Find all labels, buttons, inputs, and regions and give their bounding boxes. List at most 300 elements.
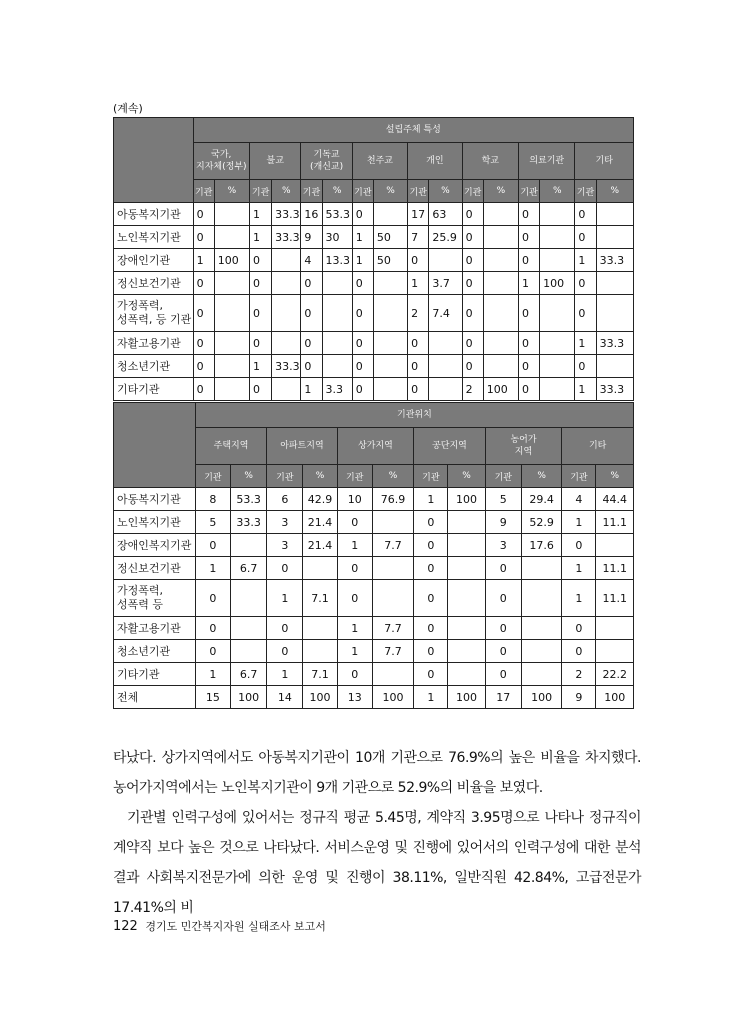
table-cell: 0 xyxy=(301,355,322,378)
table-cell xyxy=(596,226,633,249)
table-cell xyxy=(214,355,249,378)
table-cell: 29.4 xyxy=(521,488,561,511)
table-cell: 6 xyxy=(267,488,303,511)
subheader-count: 기관 xyxy=(575,180,596,203)
table-cell xyxy=(483,203,518,226)
table-cell: 0 xyxy=(267,557,303,580)
table-cell: 9 xyxy=(301,226,322,249)
column-header: 기독교 (개신교) xyxy=(301,143,352,180)
table-cell: 0 xyxy=(408,378,429,401)
subheader-percent: % xyxy=(214,180,249,203)
table-cell xyxy=(596,355,633,378)
table-cell: 0 xyxy=(195,534,230,557)
table-cell: 1 xyxy=(337,640,372,663)
subheader-percent: % xyxy=(596,465,634,488)
table-cell: 1 xyxy=(519,272,540,295)
subheader-count: 기관 xyxy=(250,180,272,203)
table-cell: 0 xyxy=(462,295,483,332)
table-cell: 1 xyxy=(562,580,596,617)
table-cell: 33.3 xyxy=(596,378,633,401)
table-cell: 33.3 xyxy=(596,332,633,355)
table-cell: 1 xyxy=(562,511,596,534)
table-cell: 33.3 xyxy=(272,226,301,249)
table-cell: 3 xyxy=(485,534,521,557)
row-label: 전체 xyxy=(114,686,196,709)
table-cell: 0 xyxy=(414,663,448,686)
table-cell xyxy=(214,332,249,355)
table-cell: 11.1 xyxy=(596,580,634,617)
table-cell xyxy=(272,295,301,332)
table-cell: 0 xyxy=(414,511,448,534)
row-label: 자활고용기관 xyxy=(114,332,194,355)
table-cell: 1 xyxy=(195,663,230,686)
subheader-count: 기관 xyxy=(462,180,483,203)
table-cell xyxy=(322,272,352,295)
table-cell xyxy=(483,332,518,355)
table-cell xyxy=(429,332,462,355)
table-cell: 0 xyxy=(352,332,373,355)
table-cell: 0 xyxy=(575,203,596,226)
table-cell: 1 xyxy=(575,332,596,355)
table-cell xyxy=(429,249,462,272)
table-cell xyxy=(429,355,462,378)
table-cell xyxy=(303,617,337,640)
row-label: 정신보건기관 xyxy=(114,557,196,580)
table-cell: 7.1 xyxy=(303,663,337,686)
table-cell xyxy=(272,249,301,272)
table-cell: 0 xyxy=(462,272,483,295)
table-cell: 0 xyxy=(352,295,373,332)
table-cell: 15 xyxy=(195,686,230,709)
table-cell xyxy=(372,663,413,686)
table-cell xyxy=(521,617,561,640)
table-row xyxy=(114,617,634,640)
table-cell: 33.3 xyxy=(231,511,267,534)
row-label: 노인복지기관 xyxy=(114,511,196,534)
table-cell: 2 xyxy=(462,378,483,401)
table-cell: 0 xyxy=(414,557,448,580)
table-cell: 4 xyxy=(562,488,596,511)
column-header: 주택지역 xyxy=(195,428,266,465)
table-cell: 0 xyxy=(485,663,521,686)
table-cell: 0 xyxy=(337,511,372,534)
table-cell: 16 xyxy=(301,203,322,226)
table-cell xyxy=(448,557,485,580)
table-cell: 0 xyxy=(575,295,596,332)
table-cell: 100 xyxy=(448,686,485,709)
table-cell xyxy=(214,226,249,249)
table-cell xyxy=(448,640,485,663)
table-cell xyxy=(373,272,407,295)
table-cell: 22.2 xyxy=(596,663,634,686)
table-cell: 14 xyxy=(267,686,303,709)
table-cell: 0 xyxy=(519,226,540,249)
table-cell: 0 xyxy=(575,272,596,295)
subheader-percent: % xyxy=(448,465,485,488)
column-header: 천주교 xyxy=(352,143,407,180)
table-cell: 76.9 xyxy=(372,488,413,511)
table-cell: 0 xyxy=(250,378,272,401)
subheader-count: 기관 xyxy=(193,180,214,203)
founding-entity-table xyxy=(113,117,634,401)
group-header: 설립주체 특성 xyxy=(193,118,633,143)
table-cell: 1 xyxy=(250,203,272,226)
table-cell: 1 xyxy=(267,580,303,617)
subheader-count: 기관 xyxy=(519,180,540,203)
table-row xyxy=(114,378,634,401)
table-cell: 100 xyxy=(540,272,575,295)
table-cell xyxy=(448,663,485,686)
table-cell xyxy=(214,272,249,295)
table-cell: 9 xyxy=(562,686,596,709)
table-cell xyxy=(322,295,352,332)
table-cell xyxy=(231,580,267,617)
subheader-percent: % xyxy=(429,180,462,203)
table-cell: 3 xyxy=(267,511,303,534)
table-cell xyxy=(272,272,301,295)
table-cell: 100 xyxy=(231,686,267,709)
table-cell xyxy=(540,355,575,378)
table-cell: 0 xyxy=(301,272,322,295)
column-header: 농어가 지역 xyxy=(485,428,562,465)
table-cell: 6.7 xyxy=(231,663,267,686)
subheader-count: 기관 xyxy=(408,180,429,203)
table-cell: 0 xyxy=(352,355,373,378)
table-cell xyxy=(596,534,634,557)
row-label: 청소년기관 xyxy=(114,355,194,378)
table-cell: 17.6 xyxy=(521,534,561,557)
table-cell xyxy=(596,295,633,332)
subheader-percent: % xyxy=(372,465,413,488)
table-cell: 1 xyxy=(337,534,372,557)
table-cell xyxy=(483,226,518,249)
table-cell: 1 xyxy=(414,686,448,709)
table-cell: 0 xyxy=(193,203,214,226)
table-cell xyxy=(483,272,518,295)
table-row xyxy=(114,295,634,332)
table-cell xyxy=(373,203,407,226)
table-cell xyxy=(322,355,352,378)
subheader-count: 기관 xyxy=(485,465,521,488)
column-header: 의료기관 xyxy=(519,143,575,180)
table-cell: 3.7 xyxy=(429,272,462,295)
table-cell: 0 xyxy=(193,295,214,332)
table-row xyxy=(114,355,634,378)
table-cell: 42.9 xyxy=(303,488,337,511)
table-row xyxy=(114,663,634,686)
header-row xyxy=(114,118,634,143)
table-cell xyxy=(214,378,249,401)
corner-cell xyxy=(114,118,194,203)
table-cell xyxy=(214,295,249,332)
paragraph-1: 타났다. 상가지역에서도 아동복지기관이 10개 기관으로 76.9%의 높은 비율을 차지했다. 농어가지역에서는 노인복지기관이 9개 기관으로 52.9%의 비율을 보였다. xyxy=(113,750,641,796)
table-cell: 0 xyxy=(519,249,540,272)
table-cell xyxy=(448,580,485,617)
table-row xyxy=(114,640,634,663)
table-cell: 0 xyxy=(462,226,483,249)
table-cell: 0 xyxy=(195,617,230,640)
table-cell: 0 xyxy=(408,332,429,355)
table-row xyxy=(114,488,634,511)
table-cell xyxy=(596,640,634,663)
continued-label: (계속) xyxy=(113,102,143,115)
table-cell xyxy=(596,203,633,226)
table-cell: 50 xyxy=(373,249,407,272)
table-cell: 5 xyxy=(195,511,230,534)
table-cell: 0 xyxy=(352,272,373,295)
group-header: 기관위치 xyxy=(195,403,633,428)
table-cell xyxy=(373,332,407,355)
table-cell xyxy=(372,511,413,534)
table-cell xyxy=(429,378,462,401)
subheader-count: 기관 xyxy=(301,180,322,203)
table-cell: 0 xyxy=(408,249,429,272)
table-cell: 1 xyxy=(267,663,303,686)
table-cell: 4 xyxy=(301,249,322,272)
subheader-count: 기관 xyxy=(337,465,372,488)
row-label: 가정폭력, 성폭력 등 xyxy=(114,580,196,617)
table-cell xyxy=(373,378,407,401)
table-cell: 0 xyxy=(337,663,372,686)
row-label: 가정폭력, 성폭력, 등 기관 xyxy=(114,295,194,332)
subheader-percent: % xyxy=(483,180,518,203)
table-cell: 0 xyxy=(352,203,373,226)
table-cell xyxy=(448,617,485,640)
table-cell: 3 xyxy=(267,534,303,557)
body-text xyxy=(113,743,641,923)
table-cell: 13.3 xyxy=(322,249,352,272)
table-cell: 0 xyxy=(337,557,372,580)
subheader-percent: % xyxy=(596,180,633,203)
table-cell: 0 xyxy=(562,534,596,557)
subheader-count: 기관 xyxy=(195,465,230,488)
table-row xyxy=(114,332,634,355)
table-cell: 100 xyxy=(483,378,518,401)
table-cell: 0 xyxy=(250,249,272,272)
table-cell: 7 xyxy=(408,226,429,249)
subheader-percent: % xyxy=(322,180,352,203)
table-cell: 1 xyxy=(575,249,596,272)
column-header: 기타 xyxy=(575,143,634,180)
row-label: 기타기관 xyxy=(114,663,196,686)
report-title: 경기도 민간복지자원 실태조사 보고서 xyxy=(145,920,326,933)
table-cell xyxy=(272,378,301,401)
table-cell: 2 xyxy=(408,295,429,332)
table-cell: 53.3 xyxy=(231,488,267,511)
row-label: 아동복지기관 xyxy=(114,203,194,226)
table-cell: 1 xyxy=(352,226,373,249)
table-cell: 0 xyxy=(562,617,596,640)
table-cell: 0 xyxy=(462,203,483,226)
corner-cell xyxy=(114,403,196,488)
table-cell: 1 xyxy=(195,557,230,580)
table-cell: 0 xyxy=(519,378,540,401)
table-cell xyxy=(540,249,575,272)
table-cell: 8 xyxy=(195,488,230,511)
subheader-percent: % xyxy=(540,180,575,203)
table-cell: 0 xyxy=(408,355,429,378)
table-cell xyxy=(521,663,561,686)
subheader-count: 기관 xyxy=(414,465,448,488)
table-cell xyxy=(540,332,575,355)
table-cell: 0 xyxy=(414,534,448,557)
table-cell: 7.1 xyxy=(303,580,337,617)
table-cell: 3.3 xyxy=(322,378,352,401)
table-row xyxy=(114,272,634,295)
table-cell: 1 xyxy=(250,355,272,378)
column-header: 공단지역 xyxy=(414,428,485,465)
table-cell: 0 xyxy=(301,295,322,332)
table-cell: 17 xyxy=(485,686,521,709)
table-cell: 1 xyxy=(562,557,596,580)
table-cell: 0 xyxy=(519,355,540,378)
table-cell xyxy=(540,226,575,249)
table-cell: 0 xyxy=(250,272,272,295)
table-cell xyxy=(214,203,249,226)
column-header: 기타 xyxy=(562,428,634,465)
table-cell: 11.1 xyxy=(596,557,634,580)
table-cell: 50 xyxy=(373,226,407,249)
table-cell: 100 xyxy=(448,488,485,511)
subheader-percent: % xyxy=(272,180,301,203)
table-cell: 100 xyxy=(596,686,634,709)
table-cell: 0 xyxy=(414,617,448,640)
table-cell: 0 xyxy=(250,295,272,332)
table-cell: 0 xyxy=(337,580,372,617)
table-cell xyxy=(483,355,518,378)
table-cell xyxy=(372,580,413,617)
table-cell: 0 xyxy=(414,580,448,617)
table-cell xyxy=(372,557,413,580)
table-cell: 0 xyxy=(485,640,521,663)
table-cell: 0 xyxy=(462,249,483,272)
table-cell: 2 xyxy=(562,663,596,686)
row-label: 노인복지기관 xyxy=(114,226,194,249)
table-cell: 0 xyxy=(193,378,214,401)
table-cell: 0 xyxy=(519,332,540,355)
table-cell: 17 xyxy=(408,203,429,226)
table-cell: 52.9 xyxy=(521,511,561,534)
table-cell xyxy=(596,617,634,640)
table-cell xyxy=(521,640,561,663)
table-cell: 100 xyxy=(521,686,561,709)
table-cell xyxy=(483,295,518,332)
table-cell: 0 xyxy=(462,332,483,355)
table-cell xyxy=(231,534,267,557)
column-header: 개인 xyxy=(408,143,462,180)
table-cell: 1 xyxy=(575,378,596,401)
table-cell: 0 xyxy=(562,640,596,663)
column-header: 학교 xyxy=(462,143,518,180)
table-cell: 53.3 xyxy=(322,203,352,226)
table-cell: 0 xyxy=(193,272,214,295)
row-label: 아동복지기관 xyxy=(114,488,196,511)
table-cell: 0 xyxy=(352,378,373,401)
table-cell: 0 xyxy=(267,617,303,640)
table-cell: 100 xyxy=(303,686,337,709)
table-cell: 9 xyxy=(485,511,521,534)
subheader-count: 기관 xyxy=(562,465,596,488)
subheader-percent: % xyxy=(231,465,267,488)
table-cell: 0 xyxy=(575,226,596,249)
table-cell: 0 xyxy=(195,580,230,617)
table-cell: 1 xyxy=(301,378,322,401)
row-label: 자활고용기관 xyxy=(114,617,196,640)
table-row xyxy=(114,557,634,580)
table-cell: 7.7 xyxy=(372,617,413,640)
subheader-percent: % xyxy=(373,180,407,203)
table-cell xyxy=(521,580,561,617)
table-cell: 6.7 xyxy=(231,557,267,580)
table-cell xyxy=(483,249,518,272)
row-label: 장애인복지기관 xyxy=(114,534,196,557)
table-cell xyxy=(303,557,337,580)
table-cell: 63 xyxy=(429,203,462,226)
table-cell: 0 xyxy=(195,640,230,663)
table-cell: 7.7 xyxy=(372,534,413,557)
table-cell: 1 xyxy=(408,272,429,295)
table-cell: 33.3 xyxy=(272,203,301,226)
table-row xyxy=(114,249,634,272)
table-cell: 100 xyxy=(372,686,413,709)
table-cell: 0 xyxy=(575,355,596,378)
table-cell: 0 xyxy=(414,640,448,663)
table-cell: 0 xyxy=(267,640,303,663)
table-cell xyxy=(373,295,407,332)
table-cell: 1 xyxy=(414,488,448,511)
page-footer xyxy=(113,918,326,934)
row-label: 장애인기관 xyxy=(114,249,194,272)
table-cell xyxy=(540,378,575,401)
table-row xyxy=(114,580,634,617)
table-cell: 1 xyxy=(193,249,214,272)
table-cell xyxy=(448,534,485,557)
table-cell xyxy=(540,203,575,226)
table-cell: 0 xyxy=(519,295,540,332)
table-cell xyxy=(231,617,267,640)
table-row xyxy=(114,226,634,249)
table-cell: 0 xyxy=(301,332,322,355)
page-number: 122 xyxy=(113,919,138,934)
table-cell: 33.3 xyxy=(272,355,301,378)
header-row xyxy=(114,403,634,428)
table-cell: 1 xyxy=(337,617,372,640)
row-label: 정신보건기관 xyxy=(114,272,194,295)
table-cell: 33.3 xyxy=(596,249,633,272)
table-cell: 0 xyxy=(462,355,483,378)
table-cell: 1 xyxy=(352,249,373,272)
table-cell xyxy=(540,295,575,332)
table-cell: 0 xyxy=(485,617,521,640)
table-cell: 0 xyxy=(485,557,521,580)
column-header: 불교 xyxy=(250,143,301,180)
subheader-percent: % xyxy=(303,465,337,488)
table-cell: 1 xyxy=(250,226,272,249)
table-cell: 7.7 xyxy=(372,640,413,663)
table-cell: 25.9 xyxy=(429,226,462,249)
table-cell: 0 xyxy=(485,580,521,617)
table-cell xyxy=(272,332,301,355)
column-header: 아파트지역 xyxy=(267,428,337,465)
table-row xyxy=(114,686,634,709)
location-table xyxy=(113,402,634,709)
table-cell xyxy=(322,332,352,355)
subheader-count: 기관 xyxy=(352,180,373,203)
row-label: 기타기관 xyxy=(114,378,194,401)
table-cell: 11.1 xyxy=(596,511,634,534)
table-cell xyxy=(373,355,407,378)
table-cell: 13 xyxy=(337,686,372,709)
